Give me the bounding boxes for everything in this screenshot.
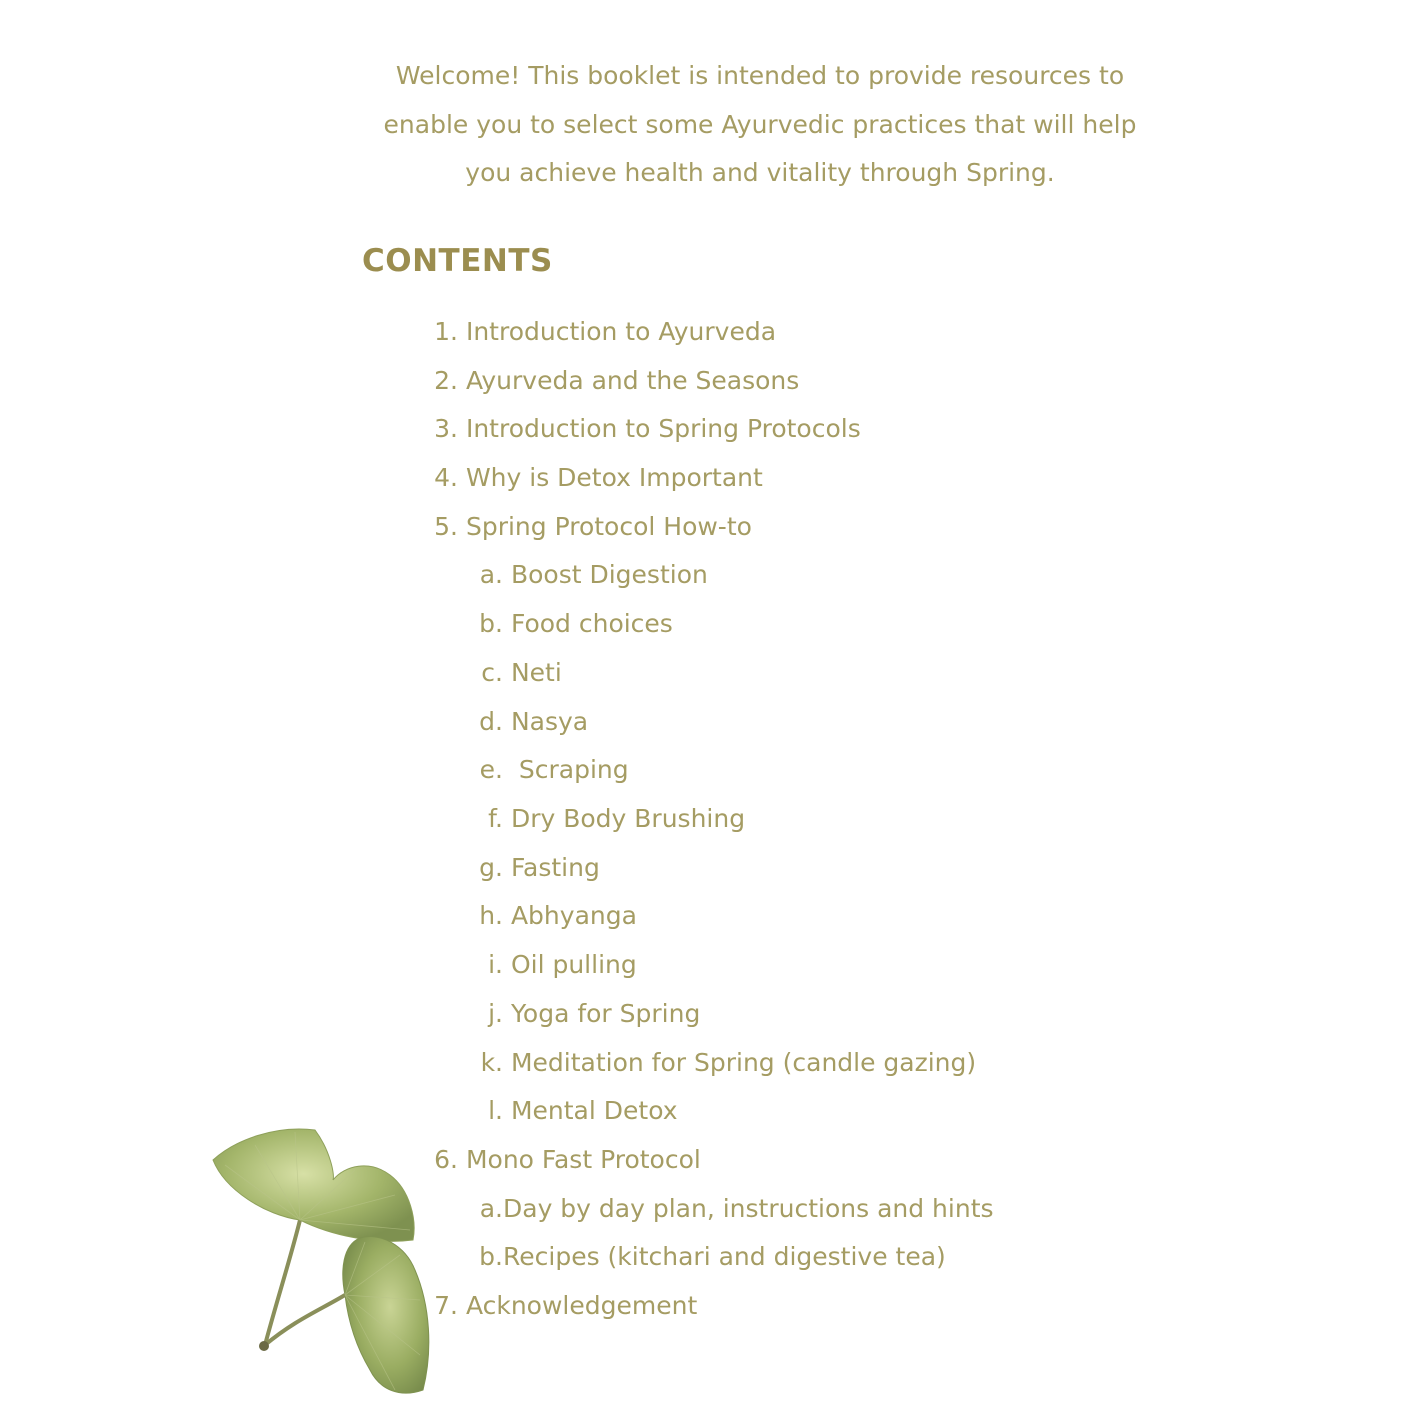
toc-subitem-marker: h. [479, 901, 503, 930]
toc-subitem-marker: a. [479, 560, 503, 589]
toc-subitem [455, 949, 637, 981]
toc-item [410, 1290, 697, 1322]
toc-subitem-text: Food choices [510, 609, 673, 638]
toc-subitem-marker: f. [488, 804, 503, 833]
toc-item-marker: 3. [434, 414, 458, 443]
toc-item-marker: 1. [434, 317, 458, 346]
toc-item-marker: 4. [434, 463, 458, 492]
toc-subitem-marker: l. [488, 1096, 503, 1125]
toc-subitem-text: Oil pulling [510, 950, 637, 979]
toc-subitem [455, 754, 629, 786]
intro-line-1: Welcome! This booklet is intended to provide resources to [395, 61, 1125, 90]
toc-subitem [455, 657, 562, 689]
toc-subitem-marker: b. [479, 609, 503, 638]
toc-subitem [455, 1241, 946, 1273]
toc-item-text: Spring Protocol How-to [465, 512, 752, 541]
toc-subitem [455, 608, 673, 640]
toc-item [410, 1144, 701, 1176]
toc-subitem-text: Recipes (kitchari and digestive tea) [503, 1242, 946, 1271]
toc-subitem-text: Neti [510, 658, 562, 687]
ginkgo-leaf-upper [213, 1129, 414, 1241]
toc-item-marker: 5. [434, 512, 458, 541]
toc-item-marker: 7. [434, 1291, 458, 1320]
toc-item-marker: 2. [434, 366, 458, 395]
toc-subitem-text: Fasting [510, 853, 600, 882]
toc-subitem-marker: a. [479, 1194, 503, 1223]
toc-subitem-text: Boost Digestion [510, 560, 708, 589]
toc-subitem-marker: d. [479, 707, 503, 736]
toc-subitem-marker: i. [488, 950, 503, 979]
toc-subitem-text: Yoga for Spring [510, 999, 701, 1028]
toc-item [410, 511, 752, 543]
toc-subitem-text: Day by day plan, instructions and hints [503, 1194, 994, 1223]
toc-item-text: Ayurveda and the Seasons [465, 366, 800, 395]
toc-item-text: Introduction to Ayurveda [465, 317, 777, 346]
toc-subitem [455, 706, 588, 738]
toc-subitem [455, 852, 600, 884]
toc-subitem-marker: g. [479, 853, 503, 882]
toc-subitem-text: Scraping [510, 755, 629, 784]
toc-item-text: Mono Fast Protocol [465, 1145, 701, 1174]
toc-item-text: Acknowledgement [465, 1291, 698, 1320]
toc-subitem [455, 559, 708, 591]
toc-subitem-marker: e. [479, 755, 503, 784]
intro-line-2: enable you to select some Ayurvedic practices that will help [383, 109, 1137, 139]
ginkgo-leaf-icon [205, 1120, 445, 1405]
toc-item [410, 413, 861, 445]
toc-item-text: Why is Detox Important [465, 463, 763, 492]
toc-subitem [455, 803, 745, 835]
toc-subitem-text: Meditation for Spring (candle gazing) [510, 1048, 977, 1077]
toc-subitem [455, 1193, 994, 1225]
toc-subitem [455, 1047, 976, 1079]
toc-subitem-marker: c. [481, 658, 503, 687]
toc-item [410, 316, 776, 348]
toc-subitem-text: Mental Detox [510, 1096, 678, 1125]
toc-item-text: Introduction to Spring Protocols [465, 414, 861, 443]
toc-subitem-text: Dry Body Brushing [510, 804, 746, 833]
contents-heading: CONTENTS [362, 243, 553, 279]
intro-paragraph [360, 52, 1160, 198]
intro-line-3: you achieve health and vitality through Spring. [465, 158, 1055, 187]
toc-subitem [455, 998, 700, 1030]
toc-item [410, 462, 763, 494]
toc-subitem [455, 900, 637, 932]
toc-item-marker: 6. [434, 1145, 458, 1174]
toc-subitem-marker: j. [488, 999, 503, 1028]
toc-subitem-text: Abhyanga [510, 901, 637, 930]
toc-subitem-text: Nasya [510, 707, 589, 736]
toc-subitem-marker: k. [480, 1048, 503, 1077]
leaf-stem [265, 1220, 300, 1345]
toc-item [410, 365, 799, 397]
toc-subitem-marker: b. [479, 1242, 503, 1271]
leaf-stem-tip [259, 1341, 269, 1351]
toc-subitem [455, 1095, 678, 1127]
